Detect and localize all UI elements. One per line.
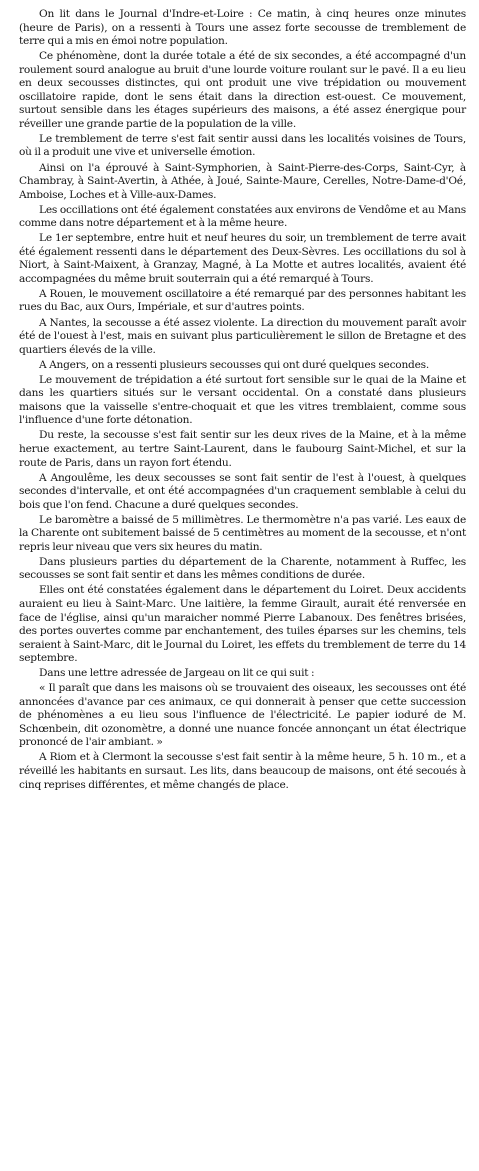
paragraph-trepidation-maine: Le mouvement de trépidation a été surtout fort sensible sur le quai de la Maine et dans les quartiers situés sur le versant occidental. On a constaté dans plusieurs maisons que la vaisselle s'entre-choquait et que les vitres tremblaient, comme sous l'influence d'une forte détonation. <box>19 373 466 427</box>
paragraph-riom-clermont: A Riom et à Clermont la secousse s'est fait sentir à la même heure, 5 h. 10 m., et a réveillé les habitants en sursaut. Les lits, dans beaucoup de maisons, ont été secoués à cinq reprises différentes, et même changés de place. <box>19 751 466 791</box>
paragraph-birds-quote: « Il paraît que dans les maisons où se trouvaient des oiseaux, les secousses ont été annoncées d'avance par ces animaux, ce qui donnerait à penser que cette succession de phénomènes a eu lieu sous l'influence de l'électricité. Le papier ioduré de M. Schœnbein, dit ozonomètre, a donné une nuance foncée annonçant un état électrique prononcé de l'air ambiant. » <box>19 682 466 749</box>
paragraph-nantes: A Nantes, la secousse a été assez violente. La direction du mouvement paraît avoir été de l'ouest à l'est, mais en suivant plus particulièrement le sillon de Bretagne et des quartiers élevés de la ville. <box>19 316 466 356</box>
paragraph-barometer: Le baromètre a baissé de 5 millimètres. Le thermomètre n'a pas varié. Les eaux de la Charente ont subitement baissé de 5 centimètres au moment de la secousse, et n'ont repris leur niveau que vers six heures du matin. <box>19 513 466 553</box>
paragraph-list-of-towns: Ainsi on l'a éprouvé à Saint-Symphorien, à Saint-Pierre-des-Corps, Saint-Cyr, à Chambray, à Saint-Avertin, à Athée, à Joué, Sainte-Maure, Cerelles, Notre-Dame-d'Oé, Amboise, Loches et à Ville-aux-Dames. <box>19 161 466 201</box>
paragraph-neighbouring-localities: Le tremblement de terre s'est fait sentir aussi dans les localités voisines de Tours, où il a produit une vive et universelle émotion. <box>19 132 466 159</box>
paragraph-charente-ruffec: Dans plusieurs parties du département de la Charente, notamment à Ruffec, les secousses se sont fait sentir et dans les mêmes conditions de durée. <box>19 555 466 582</box>
paragraph-two-banks: Du reste, la secousse s'est fait sentir sur les deux rives de la Maine, et à la même herue exactement, au tertre Saint-Laurent, dans le faubourg Saint-Michel, et sur la route de Paris, dans un rayon fort étendu. <box>19 429 466 469</box>
paragraph-angers: A Angers, on a ressenti plusieurs secousses qui ont duré quelques secondes. <box>39 358 430 371</box>
paragraph-angouleme: A Angoulême, les deux secousses se sont fait sentir de l'est à l'ouest, à quelques secondes d'intervalle, et ont été accompagnées d'un craquement semblable à celui du bois que l'on fend. Chacune a duré quelques secondes. <box>19 471 466 511</box>
paragraph-phenomenon-duration: Ce phénomène, dont la durée totale a été de six secondes, a été accompagné d'un roulement sourd analogue au bruit d'une lourde voiture roulant sur le pavé. Il a eu lieu en deux secousses distinctes, qui ont produit une vive trépidation ou mouvement oscillatoire rapide, dont le sens était dans la direction est-ouest. Ce mouvement, surtout sensible dans les étages supérieurs des maisons, a été assez énergique pour réveiller une grande partie de la population de la ville. <box>19 50 466 130</box>
paragraph-loiret: Elles ont été constatées également dans le département du Loiret. Deux accidents auraient eu lieu à Saint-Marc. Une laitière, la femme Girault, aurait été renversée en face de l'église, ainsi qu'un maraicher nommé Pierre Labanoux. Des fenêtres brisées, des portes ouvertes comme par enchantement, des tuiles éparses sur les chemins, tels seraient à Saint-Marc, dit le Journal du Loiret, les effets du tremblement de terre du 14 septembre. <box>19 584 466 665</box>
paragraph-deux-sevres: Le 1er septembre, entre huit et neuf heures du soir, un tremblement de terre avait été également ressenti dans le département des Deux-Sèvres. Les occillations du sol à Niort, à Saint-Maixent, à Granzay, Magné, à La Motte et autres localités, avaient été accompagnées du même bruit souterrain qui a été remarqué à Tours. <box>19 232 466 285</box>
paragraph-journal-indre-et-loire: On lit dans le Journal d'Indre-et-Loire : Ce matin, à cinq heures onze minutes (heure de Paris), on a ressenti à Tours une assez forte secousse de tremblement de terre qui a mis en émoi notre population. <box>19 8 466 48</box>
paragraph-rouen: A Rouen, le mouvement oscillatoire a été remarqué par des personnes habitant les rues du Bac, aux Ours, Impériale, et sur d'autres points. <box>19 287 466 314</box>
paragraph-jargeau-letter: Dans une lettre adressée de Jargeau on lit ce qui suit : <box>39 667 315 680</box>
paragraph-vendome-le-mans: Les occillations ont été également constatées aux environs de Vendôme et au Mans comme dans notre département et à la même heure. <box>19 203 466 230</box>
